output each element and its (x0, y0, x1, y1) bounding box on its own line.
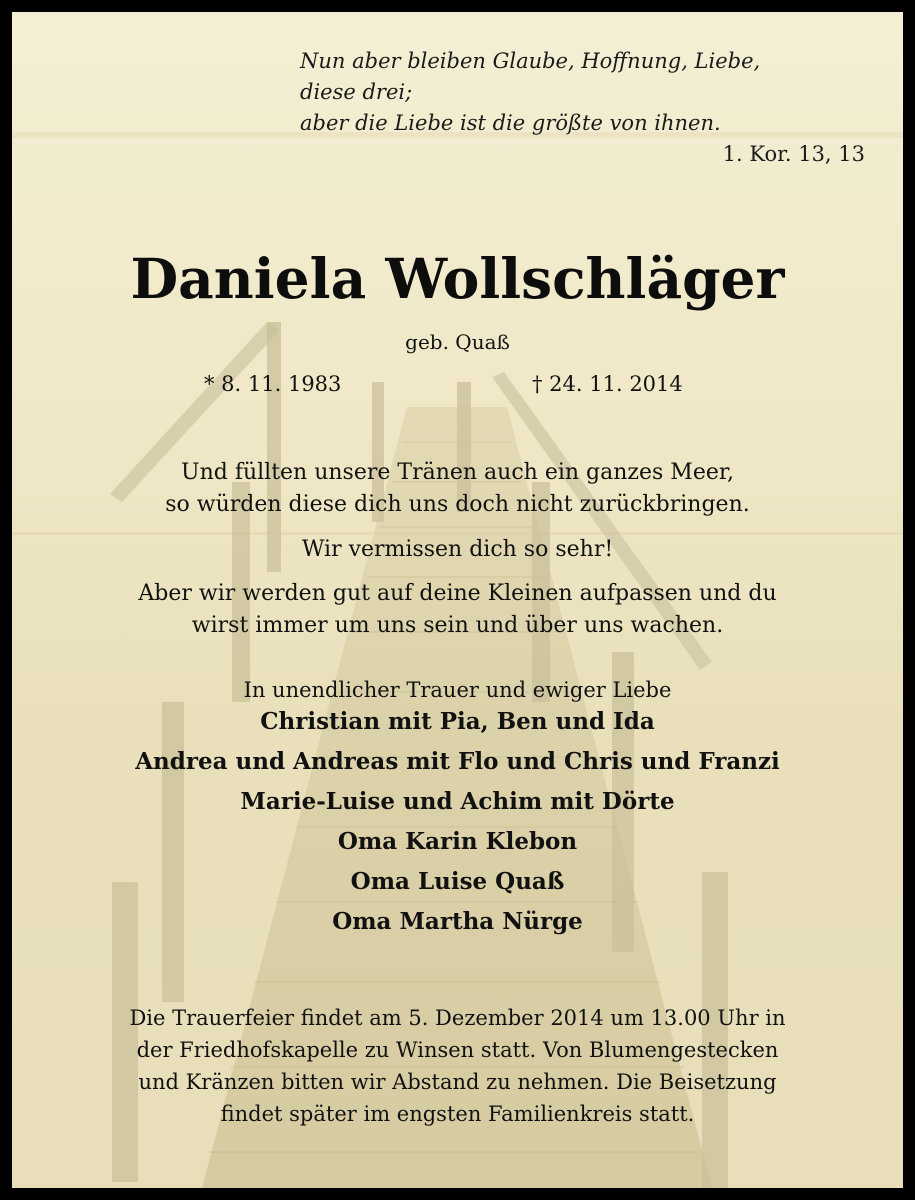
mourner: Oma Karin Klebon (337, 828, 578, 855)
notice-line: der Friedhofskapelle zu Winsen statt. Von Blumengestecken (136, 1038, 779, 1062)
mourner: Oma Martha Nürge (332, 908, 583, 935)
deceased-name: Daniela Wollschläger (130, 246, 785, 311)
verse-line: Nun aber bleiben Glaube, Hoffnung, Liebe, (300, 49, 761, 73)
birth-name: geb. Quaß (405, 330, 510, 354)
mourner: Oma Luise Quaß (350, 868, 565, 895)
promise-line: Aber wir werden gut auf deine Kleinen aufpassen und du (138, 581, 777, 606)
verse-line: aber die Liebe ist die größte von ihnen. (300, 111, 721, 135)
verse-reference: 1. Kor. 13, 13 (722, 142, 865, 166)
obituary-card (12, 12, 903, 1188)
mourner: Marie-Luise und Achim mit Dörte (240, 788, 675, 815)
notice-line: findet später im engsten Familienkreis statt. (220, 1102, 695, 1126)
mourner: Andrea und Andreas mit Flo und Chris und Franzi (135, 748, 780, 775)
mourner: Christian mit Pia, Ben und Ida (260, 708, 655, 735)
funeral-notice (12, 1002, 903, 1130)
notice-line: Die Trauerfeier findet am 5. Dezember 2014 um 13.00 Uhr in (129, 1006, 786, 1030)
obituary-content (12, 12, 903, 1188)
mourners-list (12, 702, 903, 942)
birth-date: * 8. 11. 1983 (204, 372, 342, 396)
poem-line: so würden diese dich uns doch nicht zurückbringen. (165, 492, 750, 517)
notice-line: und Kränzen bitten wir Abstand zu nehmen. Die Beisetzung (138, 1070, 777, 1094)
mourning-intro: In unendlicher Trauer und ewiger Liebe (243, 678, 672, 702)
bible-verse (300, 46, 860, 139)
promise-line: wirst immer um uns sein und über uns wachen. (191, 613, 724, 638)
verse-line: diese drei; (300, 80, 413, 104)
poem-line: Und füllten unsere Tränen auch ein ganzes Meer, (181, 460, 734, 485)
death-date: † 24. 11. 2014 (532, 372, 683, 396)
miss-line: Wir vermissen dich so sehr! (301, 537, 614, 562)
